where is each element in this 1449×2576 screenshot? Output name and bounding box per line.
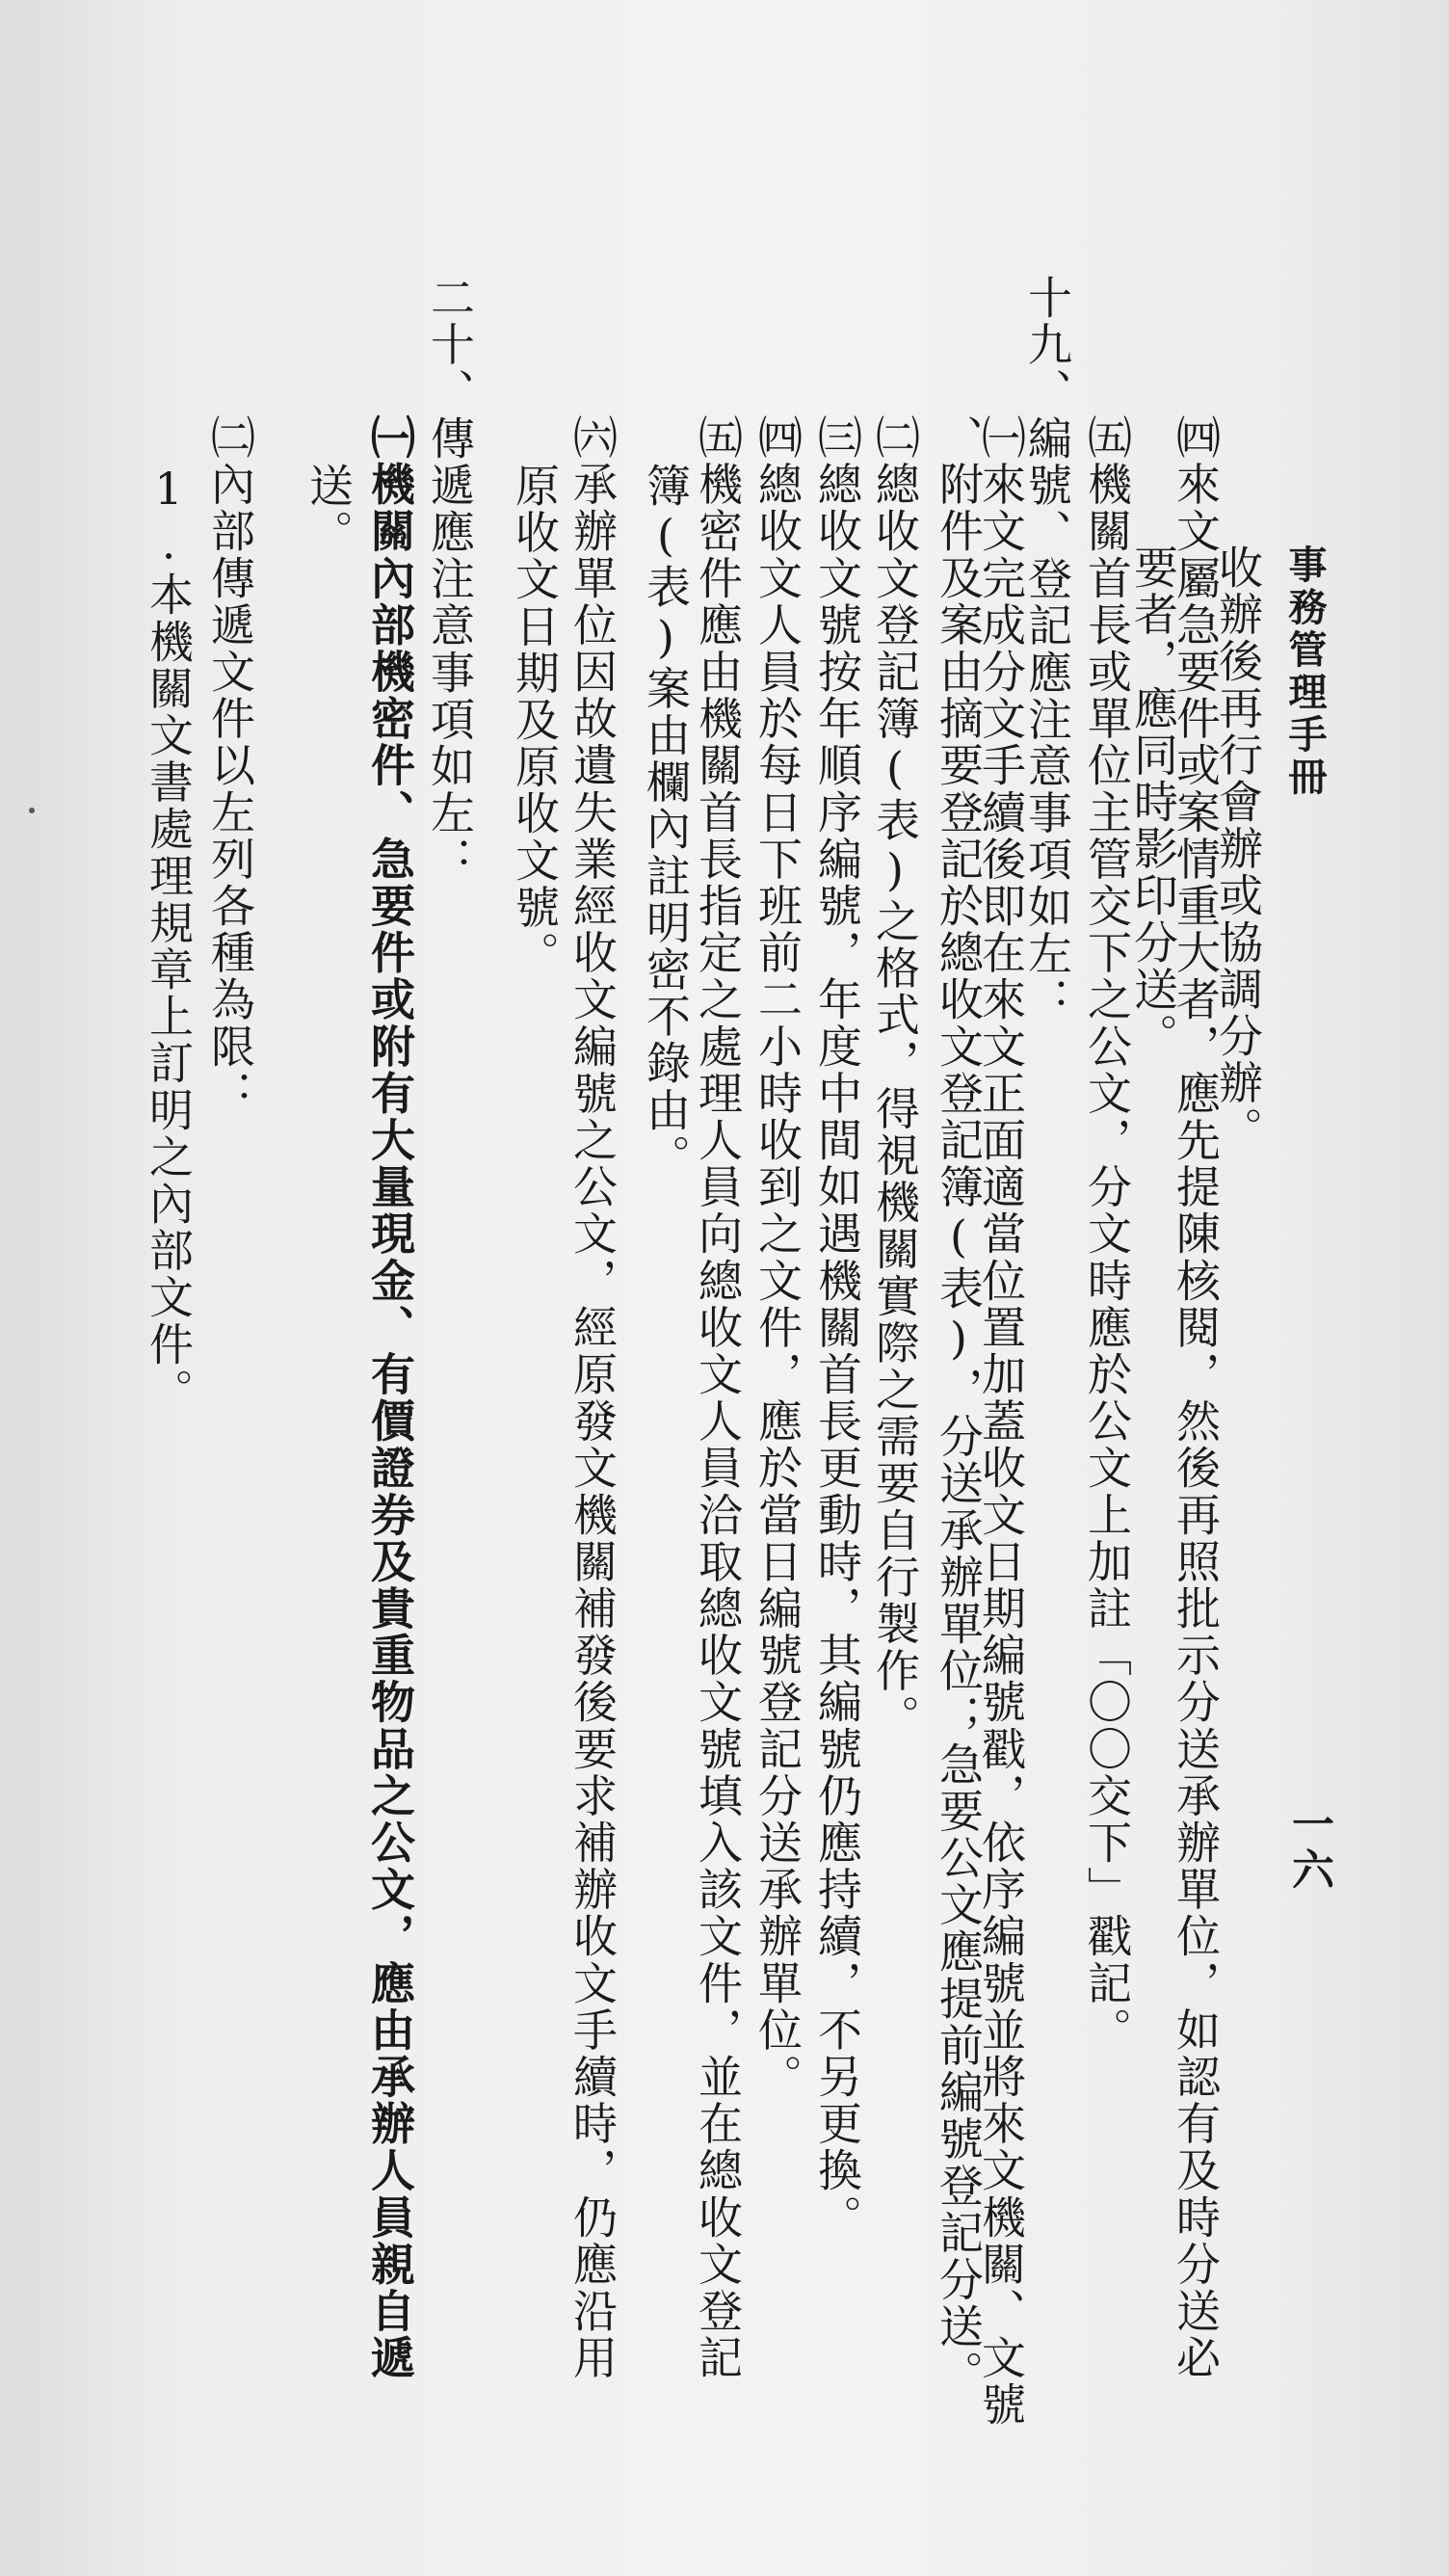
text-line: 要者，應同時影印分送。 (1127, 544, 1179, 1060)
text-line: 原收文日期及原收文號。 (509, 463, 561, 978)
page-number: 一六 (1284, 1802, 1333, 1893)
text-line: ㈡總收文登記簿(表)之格式，得視機關實際之需要自行製作。 (869, 414, 921, 1741)
text-line: ㈣來文屬急要件或案情重大者，應先提陳核閱，然後再照批示分送承辦單位，如認有及時分送必 (1170, 414, 1222, 2382)
text-line: 1.本機關文書處理規章上訂明之內部文件。 (143, 463, 195, 1415)
text-line: ㈤機關首長或單位主管交下之公文，分文時應於公文上加註「〇〇交下」戳記。 (1081, 414, 1133, 2054)
scan-speck (29, 808, 35, 813)
text-line: ㈥承辦單位因故遺失業經收文編號之公文，經原發文機關補發後要求補辦收文手續時，仍應沿用 (566, 414, 619, 2382)
text-line: ㈠來文完成分文手續後即在來文正面適當位置加蓋收文日期編號戳，依序編號並將來文機關、文號 (975, 414, 1027, 2429)
text-line: ㈠機關內部機密件、急要件或附有大量現金、有價證券及貴重物品之公文，應由承辦人員親自遞 (364, 414, 416, 2382)
text-line: ㈤機密件應由機關首長指定之處理人員向總收文人員洽取總收文號填入該文件，並在總收文登記 (692, 414, 744, 2382)
text-line: ㈢總收文號按年順序編號，年度中間如遇機關首長更動時，其編號仍應持續，不另更換。 (811, 414, 863, 2242)
text-line: 、附件及案由摘要登記於總收文登記簿(表)，分送承辦單位；急要公文應提前編號登記分送。 (933, 414, 985, 2398)
text-line: 收辦後再行會辦或協調分辦。 (1212, 544, 1264, 1154)
text-line: 簿(表)案由欄內註明密不錄由。 (640, 463, 692, 1181)
text-line: ㈣總收文人員於每日下班前二小時收到之文件，應於當日編號登記分送承辦單位。 (751, 414, 804, 2101)
text-line: ㈡內部傳遞文件以左列各種為限： (204, 414, 256, 1117)
section-heading: 二十、傳遞應注意事項如左： (424, 275, 476, 884)
text-line: 送。 (303, 463, 355, 557)
running-header: 事務管理手冊 (1282, 544, 1328, 799)
section-heading: 十九、編號、登記應注意事項如左： (1021, 275, 1073, 1024)
